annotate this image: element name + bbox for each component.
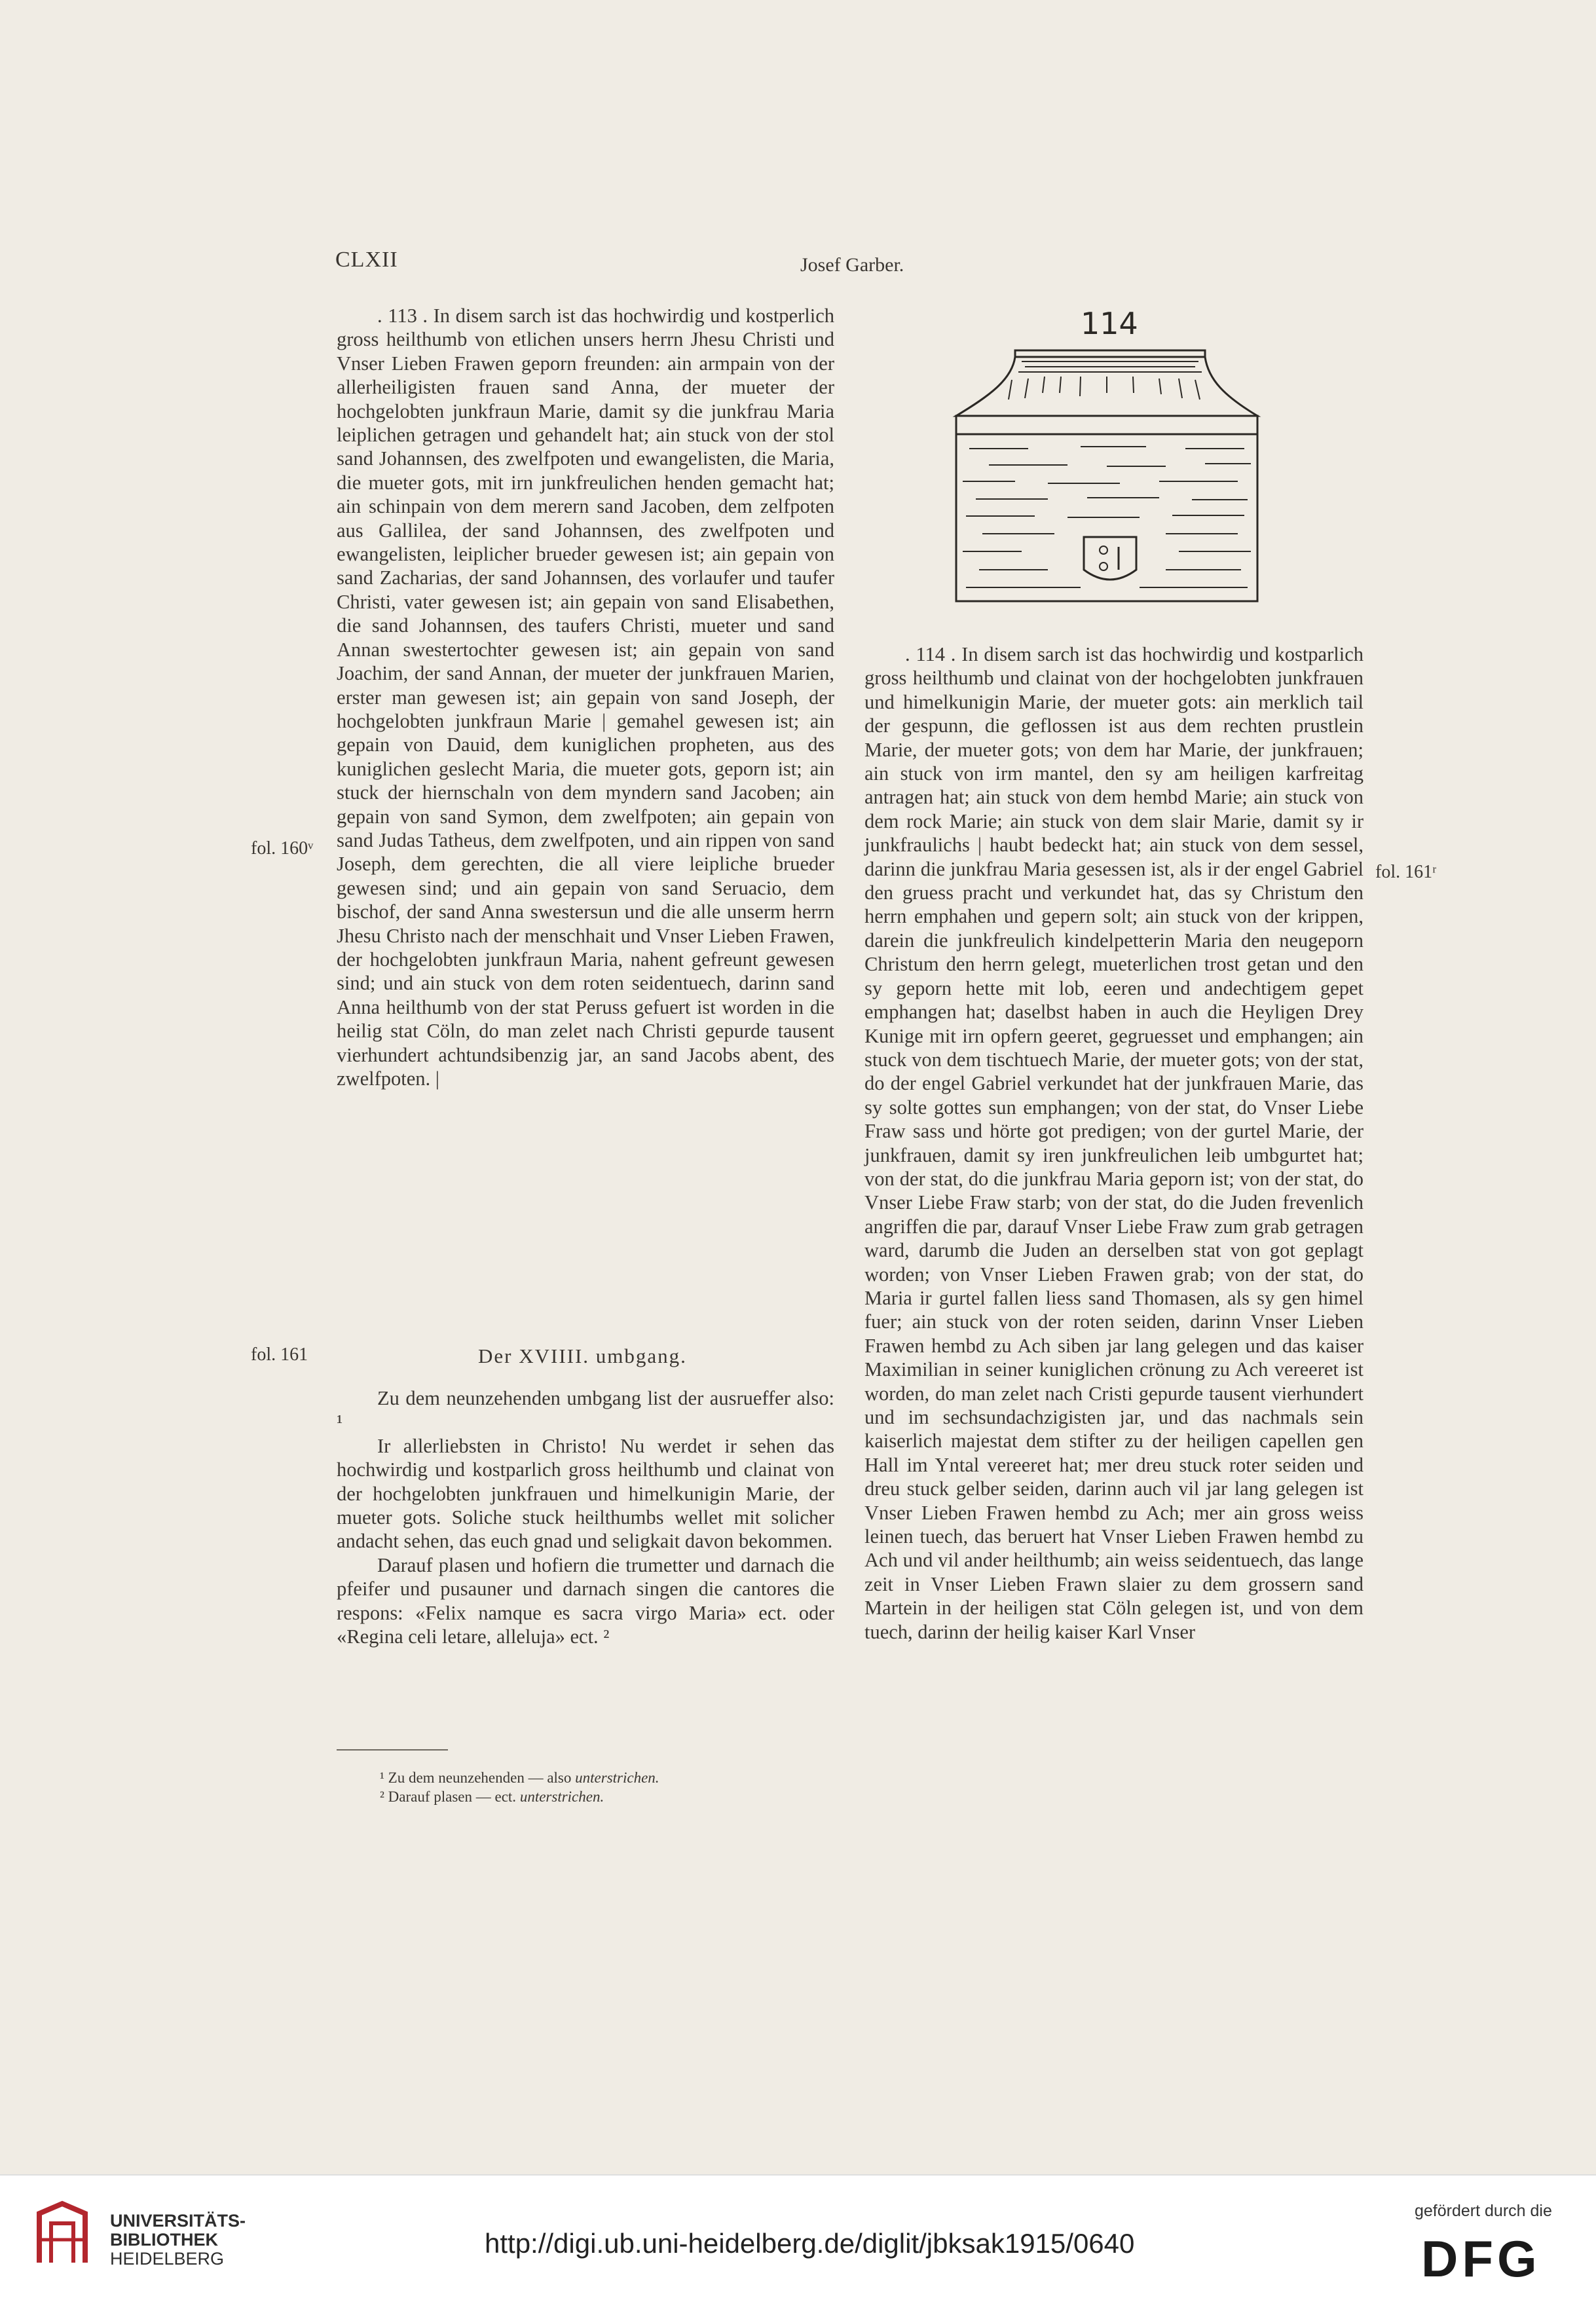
reliquary-chest-figure [950,301,1290,622]
chest-drawing [950,301,1290,622]
crier-intro-paragraph: Zu dem neunzehenden umbgang list der ausrueffer also: ¹ [337,1387,834,1434]
margin-folio-161: fol. 161 [251,1344,308,1365]
left-column-entry-113 [337,304,834,1090]
university-library-logo-icon [26,2200,98,2272]
entry-113-text: . 113 . In disem sarch ist das hochwirdig und kostperlich gross heilthumb von etlichen unsers herrn Jhesu Christi und Vnser Lieben Frawen geporn freunden: ain armpain von der allerheiligisten frauen sand Anna, der mueter der hochgelobten junkfraun Marie, damit sy die junkfrau Maria leiplichen getragen und gehandelt hat; ain stuck von der stol sand Johannsen, des zwelfpoten und ewangelisten, die Maria, die mueter gots, mit irn junkfreulichen henden gemacht hat; ain schinpain von dem merern sand Jacoben, dem zelfpoten aus Gallilea, der sand Johannsen, des zwelfpoten und ewangelisten, leiplicher brueder gewesen ist; ain gepain von sand Zacharias, der sand Johannsen, des vorlaufer und taufer Christi, vater gewesen ist; ain gepain von sand Elisabethen, die sand Johannsen, des taufers Christi, mueter und sand Annan swestertochter gewesen ist; ain gepain von sand Joachim, der sand Annan, der mueter der junkfrauen Marien, erster man gewesen ist; ain gepain von sand Joseph, der hochgelobten junkfraun Marie | gemahel gewesen ist; ain gepain von Dauid, dem kuniglichen propheten, aus des kuniglichen geslecht Maria, die mueter gots, geporn ist; ain stuck der hiernschaln von dem myndern sand Jacoben; ain gepain von sand Symon, dem zwelfpoten; ain gepain von sand Judas Tatheus, dem zwelfpoten, und ain rippen von sand Joseph, dem gerechten, die all viere leipliche brueder gewesen sind; und ain gepain von sand Seruacio, dem bischof, der sand Anna swestersun und die alle unserm herrn Jhesu Christo nach der menschhait und Vnser Lieben Frawen, der hochgelobten junkfraun Maria, nahent gefreunt gewesen sind; und ain stuck von dem roten seidentuech, darinn sand Anna heilthumb von der stat Peruss gefuert ist worden in die heilig stat Cöln, do man zelet nach Christi gepurde tausent vierhundert achtundsibenzig jar, an sand Jacobs abent, des zwelfpoten. | [337,305,834,1090]
page-number: CLXII [335,248,398,272]
footnote-2: ² Darauf plasen — ect. unterstrichen. [380,1788,604,1805]
digitization-footer [0,2174,1596,2298]
footnotes [380,1768,838,1806]
dfg-logo: DFG [1421,2230,1541,2288]
funded-by-label: gefördert durch die [1415,2202,1552,2220]
running-head-author: Josef Garber. [800,254,904,276]
left-column-section-xviiii [337,1386,834,1648]
margin-folio-161r: fol. 161ʳ [1375,862,1437,882]
crier-speech-paragraph: Ir allerliebsten in Christo! Nu werdet ir sehen das hochwirdig und kostparlich gross heilthumb und clainat von der hochgelobten junkfrauen und himelkunigin Marie, der mueter gots. Soliche stuck heilthumbs wellet mit solicher andacht sehen, das euch gnad und seligkait davon bekommen. [337,1434,834,1553]
library-name: UNIVERSITÄTS- BIBLIOTHEK HEIDELBERG [110,2211,246,2269]
music-paragraph: Darauf plasen und hofiern die trumetter und darnach die pfeifer und pusauner und darnach singen die cantores die respons: «Felix namque es sacra virgo Maria» ect. oder «Regina celi letare, alleluja» ect. ² [337,1553,834,1648]
section-title: Der XVIIII. umbgang. [478,1344,687,1367]
permalink-url[interactable]: http://digi.ub.uni-heidelberg.de/diglit/jbksak1915/0640 [485,2228,1135,2259]
figure-label: 114 [1081,306,1138,341]
footnote-1: ¹ Zu dem neunzehenden — also unterstrichen. [380,1770,659,1786]
entry-114-text: . 114 . In disem sarch ist das hochwirdig und kostparlich gross heilthumb und clainat von der hochgelobten junkfrauen und himelkunigin Marie, der mueter gots: ain merklich tail der gespunn, die geflossen ist aus dem rechten prustlein Marie, der mueter gots; von dem har Marie, der junkfrauen; ain stuck von irm mantel, den sy am heiligen karfreitag antragen hat; ain stuck von dem hembd Marie; ain stuck von dem rock Marie; ain stuck von dem slair Marie, damit sy ir junkfraulichs | haubt bedeckt hat; ain stuck von dem sessel, darinn die junkfrau Maria gesessen ist, als ir der engel Gabriel den gruess pracht und verkundet hat, das sy Christum den herrn emphahen und gepern solt; ain stuck von der krippen, darein die junkfreulich kindelpetterin Maria den neugeporn Christum den herrn gelegt, mueterlichen trost getan und den sy geporn hette mit lob, eeren und andechtigem gepet emphangen hat; daselbst haben in auch die Heyligen Drey Kunige mit irn opfern geeret, gegruesset und emphangen; ain stuck von dem tischtuech Marie, der mueter gots; von der stat, do der engel Gabriel verkundet hat der junkfrauen Marie, das sy solte gottes sun emphangen; von der stat, do Vnser Liebe Fraw sass und hörte got predigen; von der gurtel Marie, der junkfrauen, damit sy iren junkfreulichen leib umbgurtet hat; von der stat, do die junkfrau Maria geporn ist; von der stat, do Vnser Liebe Fraw starb; von der stat, do die Juden frevenlich angriffen die par, darauf Vnser Liebe Fraw zum grab getragen ward, darumb die Juden an derselben stat von got geplagt worden; von Vnser Lieben Frawen grab; von der stat, do Maria ir gurtel fallen liess sand Thomasen, als sy gen himel fuer; ain stuck von der roten seiden, darinn Vnser Lieben Frawen hembd zu Ach siben jar lang gelegen und das kaiser Maximilian in seiner kuniglichen crönung zu Ach vereeret ist worden, do man zelet nach Cristi gepurde tausent vierhundert und im sechsundachzigisten jar, und das nachmals sein kaiserlich majestat dem stifter zu der heiligen capellen gen Hall im Yntal vereeret hat; mer dreu stuck roter seiden und dreu stuck gelber seiden, darinn auch vil jar lang gelegen ist Vnser Lieben Frawen hembd zu Ach; mer ain gross weiss leinen tuech, das beruert hat Vnser Lieben Frawen hembd zu Ach und vil ander heilthumb; ain weiss seidentuech, das lange zeit in Vnser Lieben Frawn slaier zu dem grossern sand Martein in der heiligen stat Cöln gelegen ist, und von dem tuech, darinn der heilig kaiser Karl Vnser [864,643,1364,1643]
right-column-entry-114 [864,642,1364,1644]
footnote-rule [337,1749,448,1751]
margin-folio-160v: fol. 160ᵛ [251,838,314,859]
